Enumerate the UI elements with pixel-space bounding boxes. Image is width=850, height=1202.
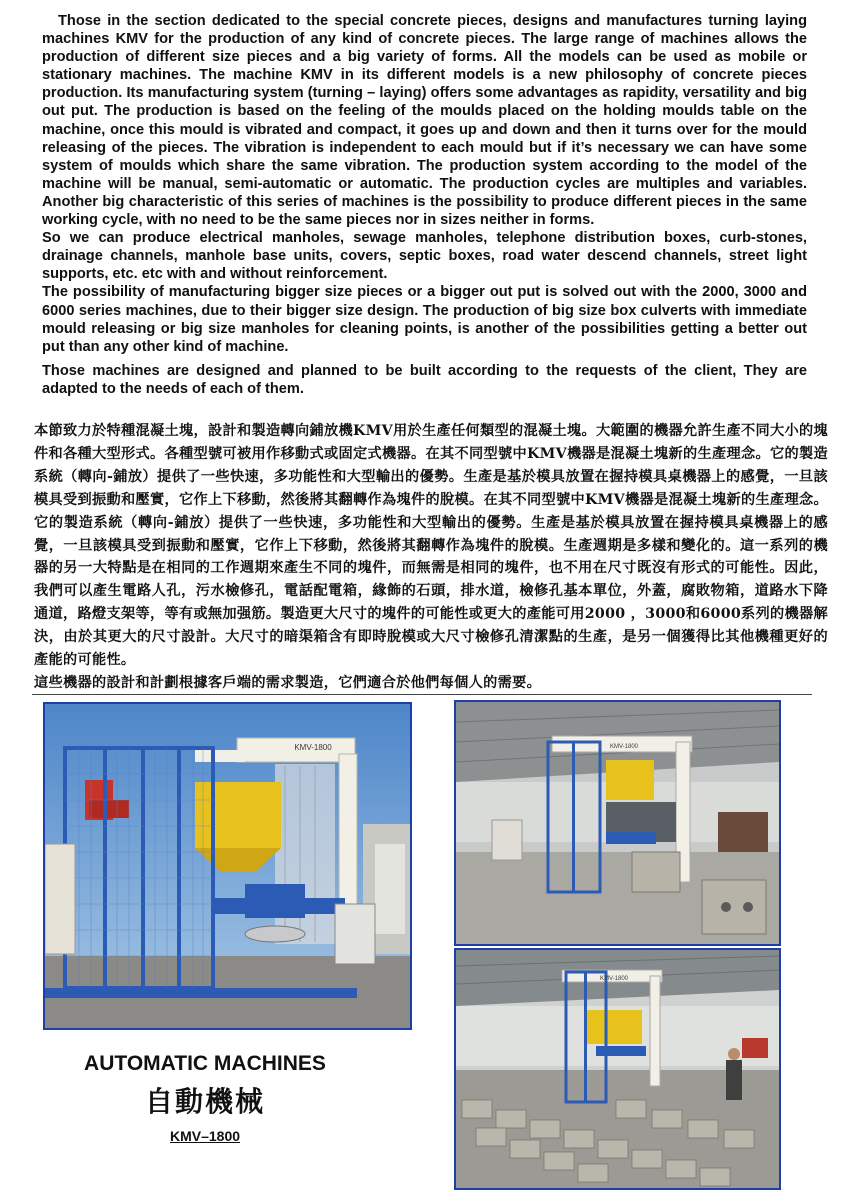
photo-machine-hall bbox=[454, 700, 781, 946]
machine-plate-label: KMV-1800 bbox=[609, 744, 639, 750]
chinese-description bbox=[34, 420, 828, 695]
caption-automatic-machines-chinese: 自動機械 bbox=[144, 1085, 265, 1118]
chinese-paragraph-2: 這些機器的設計和計劃根據客戶端的需求製造，它們適合於他們每個人的需要。 bbox=[34, 674, 542, 691]
english-paragraph-2: So we can produce electrical manholes, sewage manholes, telephone distribution boxes, curb-stones, drainage channels, manhole base units, covers, septic boxes, road water descend channels, street light supports, etc. etc with and without reinforcement. bbox=[42, 230, 807, 283]
machine-hall-illustration bbox=[456, 702, 779, 944]
english-paragraph-3: The possibility of manufacturing bigger size pieces or a bigger out put is solved out with the 2000, 3000 and 6000 series machines, due to their bigger size design. The production of big size box culverts with immediate mould releasing or big size manholes for cleaning points, is another of the possibilities getting a better out put than any other kind of machine. bbox=[42, 284, 807, 355]
caption-model-number: KMV–1800 bbox=[169, 1128, 241, 1144]
english-paragraph-4: Those machines are designed and planned to be built according to the requests of the client, They are adapted to the needs of each of them. bbox=[42, 362, 807, 397]
caption-automatic-machines: AUTOMATIC MACHINES bbox=[84, 1052, 326, 1075]
photo-machine-production bbox=[454, 948, 781, 1190]
english-description bbox=[42, 12, 807, 398]
machine-production-illustration bbox=[456, 950, 779, 1188]
machine-plate-label: KMV-1800 bbox=[294, 743, 332, 752]
english-paragraph-1: Those in the section dedicated to the special concrete pieces, designs and manufactures turning laying machines KMV for the production of any kind of concrete pieces. The large range of machines allows the production of different size pieces and a big variety of forms. All the models can be used as mobile or stationary machines. The machine KMV in its different models is a new philosophy of concrete pieces production. Its manufacturing system (turning – laying) offers some advantages as rapidity, versatility and big out put. The production is based on the feeling of the moulds placed on the holding moulds table on the machine, once this mould is vibrated and compact, it goes up and down and then it turns over for the mould releasing of the pieces. The vibration is independent to each mould but if it’s necessary we can have some system of moulds which share the same vibration. The production system according to the model of the machine will be manual, semi-automatic or automatic. The production cycles are multiples and variables. Another big characteristic of this series of machines is the possibility to produce different pieces in the same working cycle, with no need to be the same pieces nor in sizes neither in forms. bbox=[42, 13, 807, 229]
chinese-paragraph-1: 本節致力於特種混凝土塊，設計和製造轉向鋪放機KMV用於生產任何類型的混凝土塊。大範圍的機器允許生產不同大小的塊件和各種大型形式。各種型號可被用作移動式或固定式機器。在其不同型號中KMV機器是混凝土塊新的生產理念。它的製造系統（轉向-鋪放）提供了一些快速，多功能性和大型輸出的優勢。生產是基於模具放置在握持模具桌機器上的感覺，一旦該模具受到振動和壓實，它作上下移動，然後將其翻轉作為塊件的脫模。在其不同型號中KMV機器是混凝土塊新的生產理念。它的製造系統（轉向-鋪放）提供了一些快速，多功能性和大型輸出的優勢。生產是基於模具放置在握持模具桌機器上的感覺，一旦該模具受到振動和壓實，它作上下移動，然後將其翻轉作為塊件的脫模。生產週期是多樣和變化的。這一系列的機器的另一大特點是在相同的工作週期來產生不同的塊件，而無需是相同的塊件，也不用在尺寸既沒有形式的可能性。因此，我們可以產生電路人孔，污水檢修孔，電話配電箱，緣飾的石頭，排水道，檢修孔基本單位，外蓋，腐敗物箱，道路水下降通道，路燈支架等，等有或無加强筋。製造更大尺寸的塊件的可能性或更大的產能可用2000 ，3000和6000系列的機器解決，由於其更大的尺寸設計。大尺寸的暗渠箱含有即時脫模或大尺寸檢修孔清潔點的生產，是另一個獲得比其他機種更好的產能的可能性。 bbox=[34, 423, 828, 669]
photo-machine-outdoor bbox=[43, 702, 412, 1030]
machine-outdoor-illustration bbox=[45, 704, 410, 1028]
machine-plate-label: KMV-1800 bbox=[599, 976, 629, 982]
section-divider bbox=[32, 694, 812, 695]
